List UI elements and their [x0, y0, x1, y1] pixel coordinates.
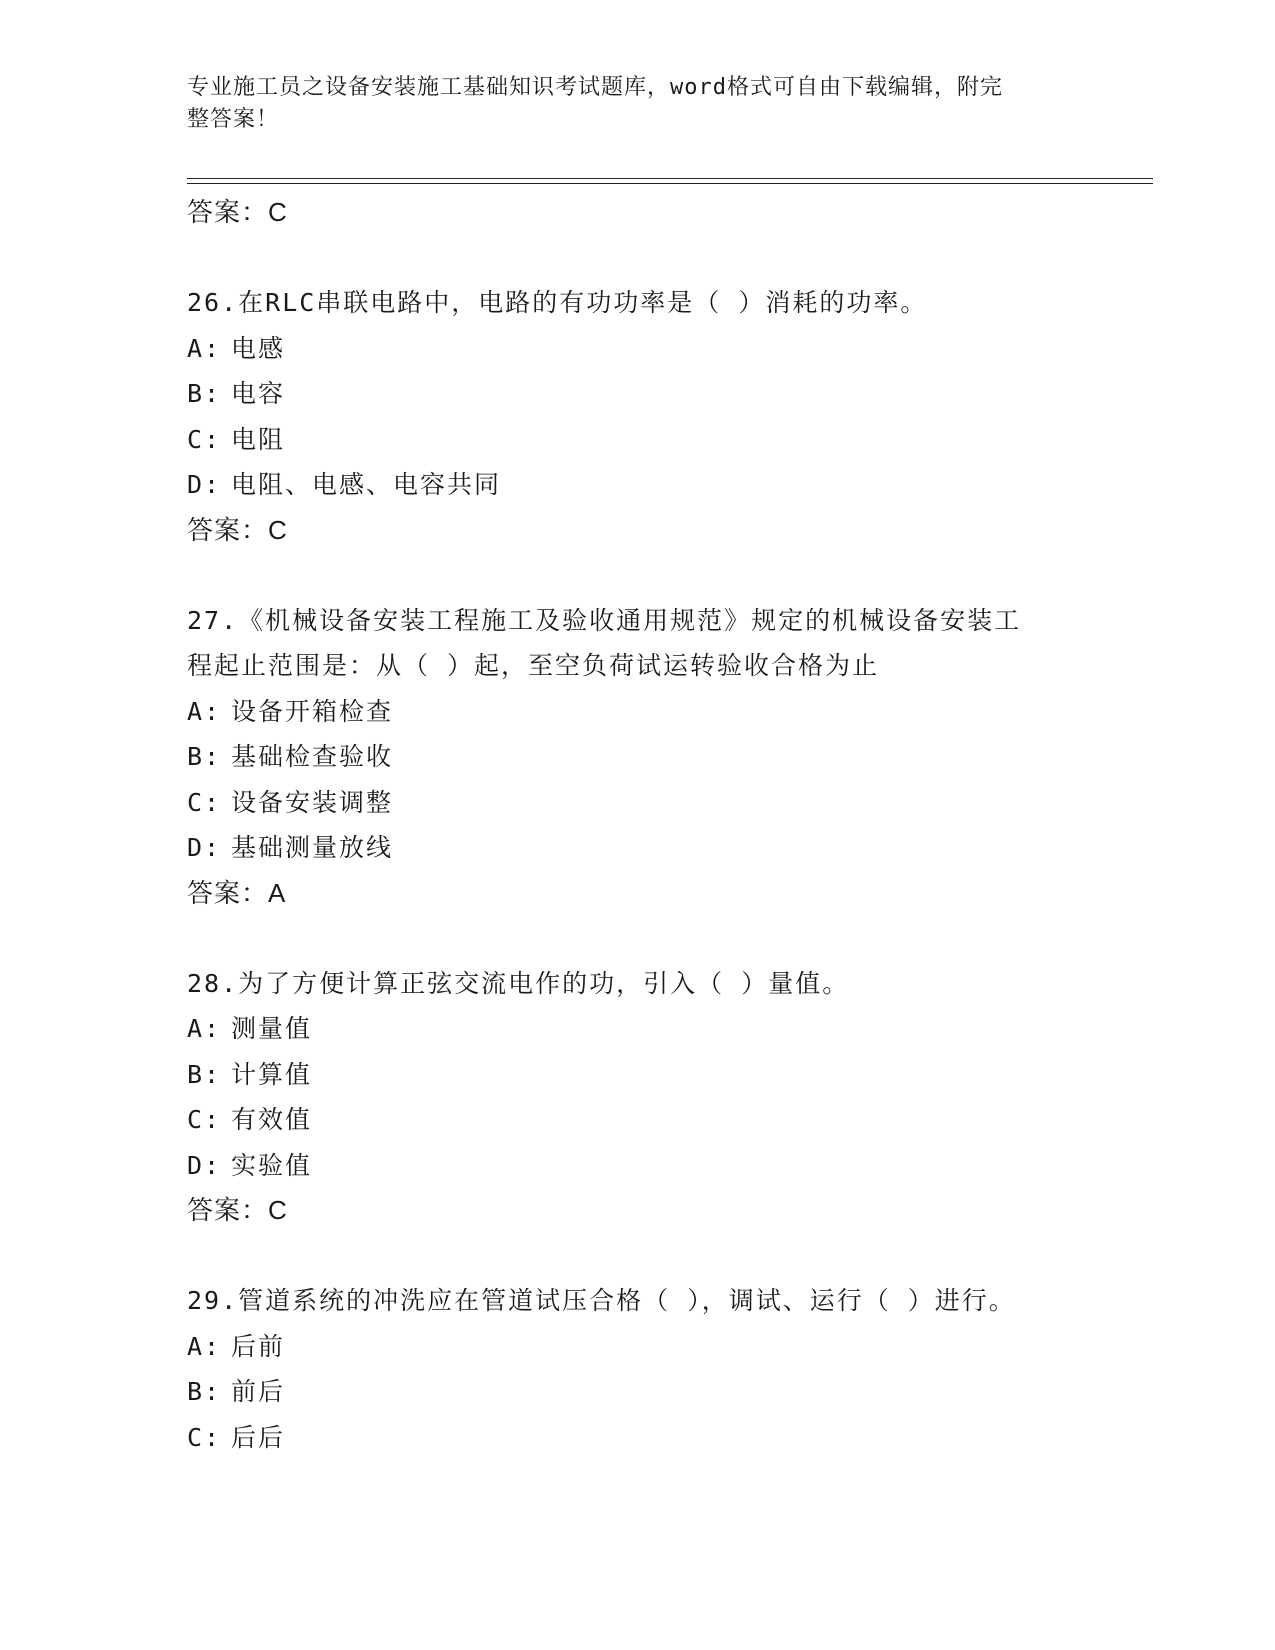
option-key: D:	[187, 833, 222, 862]
option-d	[187, 462, 1087, 508]
option-key: A:	[187, 1014, 222, 1043]
header-line-1: 专业施工员之设备安装施工基础知识考试题库，word格式可自由下载编辑，附完	[187, 75, 1003, 100]
option-text: 基础测量放线	[231, 833, 394, 862]
question-28	[187, 961, 1087, 1233]
option-b	[187, 1052, 1087, 1098]
option-a	[187, 1006, 1087, 1052]
option-key: C:	[187, 1105, 222, 1134]
question-26	[187, 280, 1087, 552]
option-text: 电容	[231, 379, 286, 408]
option-key: C:	[187, 424, 222, 454]
option-a	[187, 689, 1087, 735]
option-key: A:	[187, 1331, 222, 1361]
document-header	[187, 72, 1067, 136]
option-key: B:	[187, 742, 222, 771]
option-key: C:	[187, 787, 222, 817]
option-key: A:	[187, 696, 222, 726]
option-d	[187, 825, 1087, 871]
option-text: 计算值	[231, 1059, 313, 1089]
option-text: 基础检查验收	[231, 742, 394, 771]
option-c	[187, 780, 1087, 826]
option-key: B:	[187, 1059, 222, 1089]
answer: 答案：C	[187, 514, 288, 545]
answer: 答案：A	[187, 877, 287, 908]
option-text: 设备开箱检查	[231, 696, 394, 726]
question-27	[187, 598, 1087, 915]
option-text: 设备安装调整	[231, 787, 394, 817]
option-text: 电阻	[231, 424, 286, 454]
option-key: D:	[187, 470, 222, 499]
question-text-continued: 程起止范围是：从（ ）起，至空负荷试运转验收合格为止	[187, 651, 880, 680]
option-text: 实验值	[231, 1150, 313, 1180]
option-text: 前后	[231, 1377, 286, 1406]
header-line-2: 整答案！	[187, 107, 280, 132]
option-text: 测量值	[231, 1014, 313, 1043]
question-text: 26.在RLC串联电路中，电路的有功功率是（ ）消耗的功率。	[187, 288, 928, 317]
option-d	[187, 1143, 1087, 1189]
question-text: 27.《机械设备安装工程施工及验收通用规范》规定的机械设备安装工	[187, 605, 1022, 635]
option-key: A:	[187, 333, 222, 363]
option-b	[187, 734, 1087, 780]
header-divider-bottom	[187, 183, 1153, 184]
question-29	[187, 1278, 1087, 1460]
option-b	[187, 1369, 1087, 1415]
question-list	[187, 190, 1087, 1460]
spacer	[187, 1232, 1087, 1278]
option-key: B:	[187, 1377, 222, 1406]
option-a	[187, 326, 1087, 372]
spacer	[187, 915, 1087, 961]
spacer	[187, 552, 1087, 598]
answer: 答案：C	[187, 1195, 288, 1225]
previous-answer: 答案：C	[187, 197, 288, 227]
option-text: 有效值	[231, 1105, 313, 1134]
option-c	[187, 417, 1087, 463]
question-text: 28.为了方便计算正弦交流电作的功，引入（ ）量值。	[187, 968, 850, 998]
option-key: D:	[187, 1150, 222, 1180]
question-text: 29.管道系统的冲洗应在管道试压合格（ ），调试、运行（ ）进行。	[187, 1286, 1016, 1315]
option-a	[187, 1324, 1087, 1370]
option-key: B:	[187, 379, 222, 408]
option-b	[187, 371, 1087, 417]
option-key: C:	[187, 1422, 222, 1452]
option-c	[187, 1097, 1087, 1143]
option-text: 后后	[231, 1422, 286, 1452]
option-c	[187, 1415, 1087, 1461]
header-divider-top	[187, 178, 1153, 179]
spacer	[187, 234, 1087, 280]
option-text: 电感	[231, 333, 286, 363]
option-text: 电阻、电感、电容共同	[231, 470, 502, 499]
option-text: 后前	[231, 1331, 286, 1361]
